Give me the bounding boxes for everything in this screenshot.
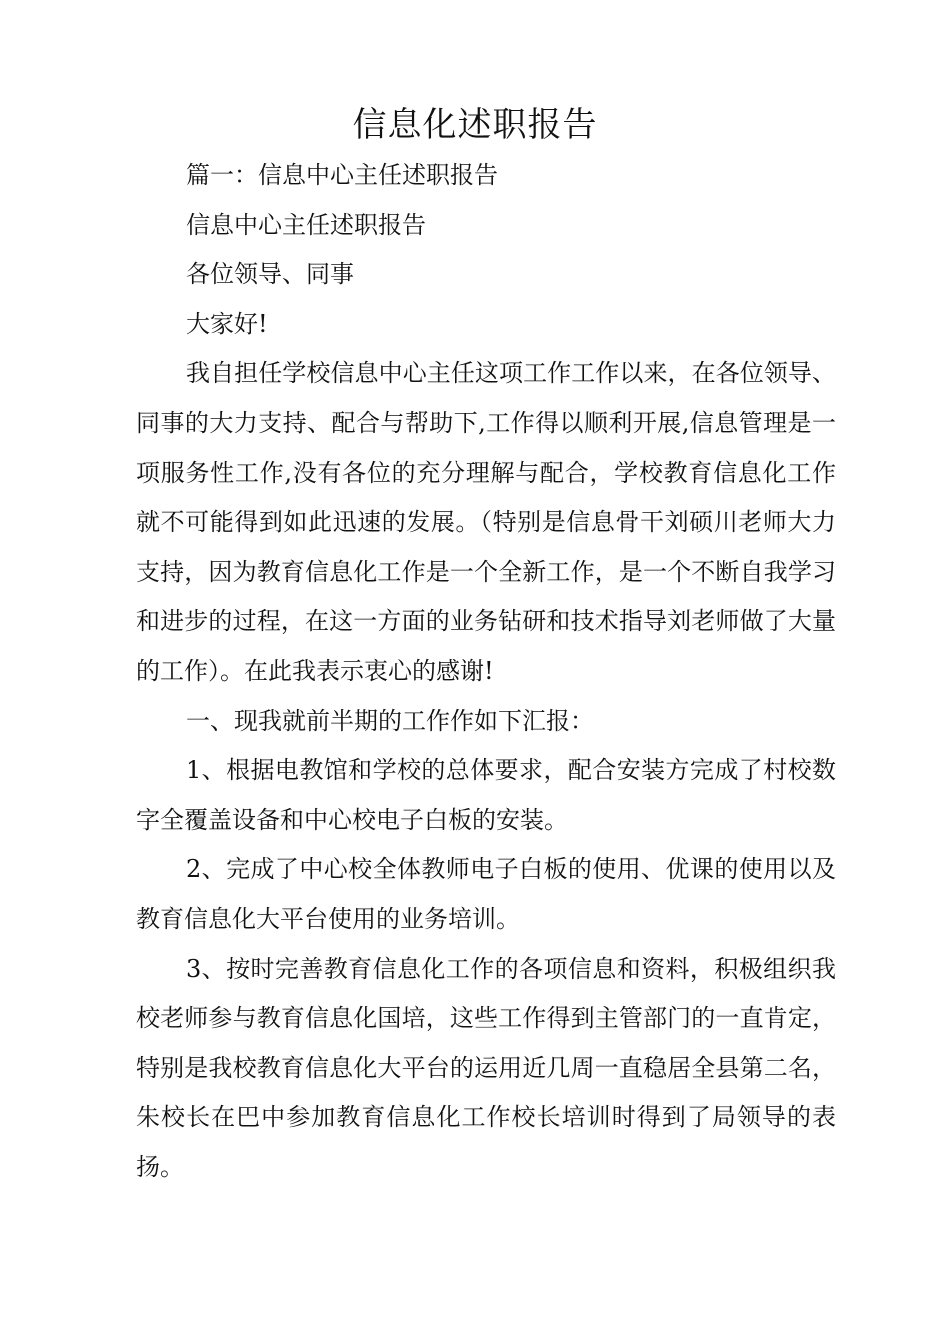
document-body: [136, 151, 836, 1192]
work-item-2: 2、完成了中心校全体教师电子白板的使用、优课的使用以及教育信息化大平台使用的业务培训。: [136, 855, 836, 933]
greeting: 大家好!: [186, 309, 268, 338]
work-item-1: 1、根据电教馆和学校的总体要求，配合安装方完成了村校数字全覆盖设备和中心校电子白板的安装。: [136, 756, 836, 834]
salutation: 各位领导、同事: [186, 260, 354, 289]
report-subtitle: 信息中心主任述职报告: [186, 210, 426, 239]
work-item-3: 3、按时完善教育信息化工作的各项信息和资料，积极组织我校老师参与教育信息化国培，这些工作得到主管部门的一直肯定，特别是我校教育信息化大平台的运用近几周一直稳居全县第二名，朱校长在巴中参加教育信息化工作校长培训时得到了局领导的表扬。: [136, 954, 836, 1181]
document-title: 信息化述职报告: [352, 105, 598, 145]
intro-paragraph: 我自担任学校信息中心主任这项工作工作以来，在各位领导、同事的大力支持、配合与帮助下,工作得以顺利开展,信息管理是一项服务性工作,没有各位的充分理解与配合，学校教育信息化工作就不可能得到如此迅速的发展。（特别是信息骨干刘硕川老师大力支持，因为教育信息化工作是一个全新工作，是一个不断自我学习和进步的过程，在这一方面的业务钻研和技术指导刘老师做了大量的工作）。在此我表示衷心的感谢!: [136, 359, 836, 685]
section-heading: 一、现我就前半期的工作作如下汇报：: [186, 706, 594, 735]
chapter-heading: 篇一：信息中心主任述职报告: [186, 161, 498, 189]
